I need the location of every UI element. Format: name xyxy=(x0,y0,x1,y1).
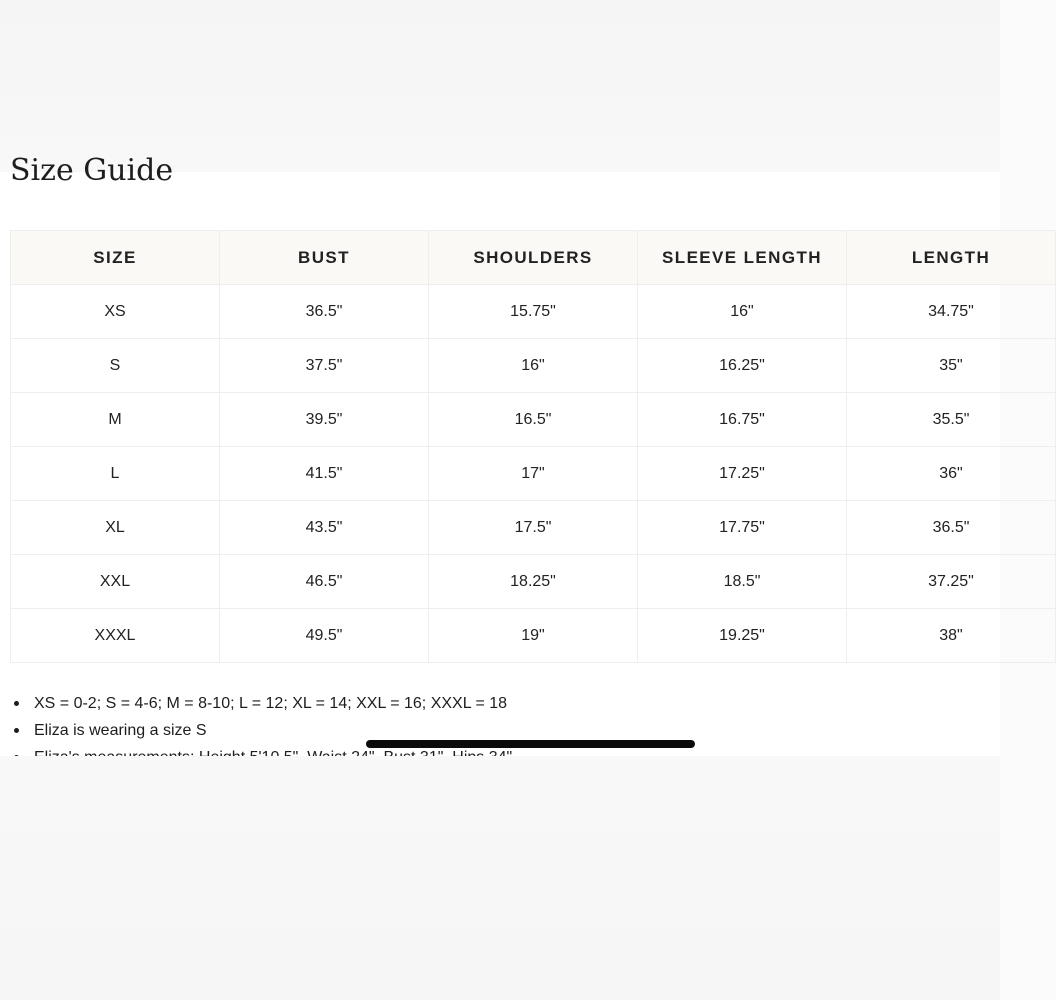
bust-cell: 36.5" xyxy=(220,285,429,339)
table-body xyxy=(11,285,1056,663)
column-header-sleeve-length: SLEEVE LENGTH xyxy=(638,231,847,285)
size-cell: S xyxy=(11,339,220,393)
model-size-note: Eliza is wearing a size S xyxy=(14,717,512,744)
shoulders-cell: 17" xyxy=(429,447,638,501)
shoulders-cell: 16" xyxy=(429,339,638,393)
column-header-length: LENGTH xyxy=(847,231,1056,285)
bust-cell: 43.5" xyxy=(220,501,429,555)
sleeve-length-cell: 19.25" xyxy=(638,609,847,663)
sleeve-length-cell: 16.75" xyxy=(638,393,847,447)
table-header-row xyxy=(11,231,1056,285)
bust-cell: 41.5" xyxy=(220,447,429,501)
bust-cell: 46.5" xyxy=(220,555,429,609)
length-cell: 35.5" xyxy=(847,393,1056,447)
shoulders-cell: 16.5" xyxy=(429,393,638,447)
shoulders-cell: 18.25" xyxy=(429,555,638,609)
table-row xyxy=(11,339,1056,393)
top-blank-area xyxy=(0,0,1000,172)
page-title: Size Guide xyxy=(10,153,174,188)
bottom-blank-area xyxy=(0,756,1000,1000)
shoulders-cell: 19" xyxy=(429,609,638,663)
table-header xyxy=(11,231,1056,285)
sleeve-length-cell: 18.5" xyxy=(638,555,847,609)
table-row xyxy=(11,285,1056,339)
column-header-size: SIZE xyxy=(11,231,220,285)
length-cell: 36.5" xyxy=(847,501,1056,555)
column-header-shoulders: SHOULDERS xyxy=(429,231,638,285)
length-cell: 38" xyxy=(847,609,1056,663)
sleeve-length-cell: 16" xyxy=(638,285,847,339)
size-table xyxy=(10,230,1056,663)
size-cell: XS xyxy=(11,285,220,339)
table-row xyxy=(11,555,1056,609)
bust-cell: 49.5" xyxy=(220,609,429,663)
size-guide-section xyxy=(0,153,1000,756)
size-cell: XXL xyxy=(11,555,220,609)
length-cell: 35" xyxy=(847,339,1056,393)
column-header-bust: BUST xyxy=(220,231,429,285)
size-conversion-note: XS = 0-2; S = 4-6; M = 8-10; L = 12; XL = 14; XXL = 16; XXXL = 18 xyxy=(14,690,512,717)
size-cell: M xyxy=(11,393,220,447)
sleeve-length-cell: 17.25" xyxy=(638,447,847,501)
shoulders-cell: 15.75" xyxy=(429,285,638,339)
shoulders-cell: 17.5" xyxy=(429,501,638,555)
size-cell: L xyxy=(11,447,220,501)
bust-cell: 37.5" xyxy=(220,339,429,393)
size-cell: XXXL xyxy=(11,609,220,663)
length-cell: 37.25" xyxy=(847,555,1056,609)
home-indicator-bar[interactable] xyxy=(366,740,695,748)
bust-cell: 39.5" xyxy=(220,393,429,447)
size-cell: XL xyxy=(11,501,220,555)
length-cell: 34.75" xyxy=(847,285,1056,339)
sleeve-length-cell: 17.75" xyxy=(638,501,847,555)
table-row xyxy=(11,609,1056,663)
table-row xyxy=(11,501,1056,555)
length-cell: 36" xyxy=(847,447,1056,501)
sleeve-length-cell: 16.25" xyxy=(638,339,847,393)
table-row xyxy=(11,393,1056,447)
table-row xyxy=(11,447,1056,501)
